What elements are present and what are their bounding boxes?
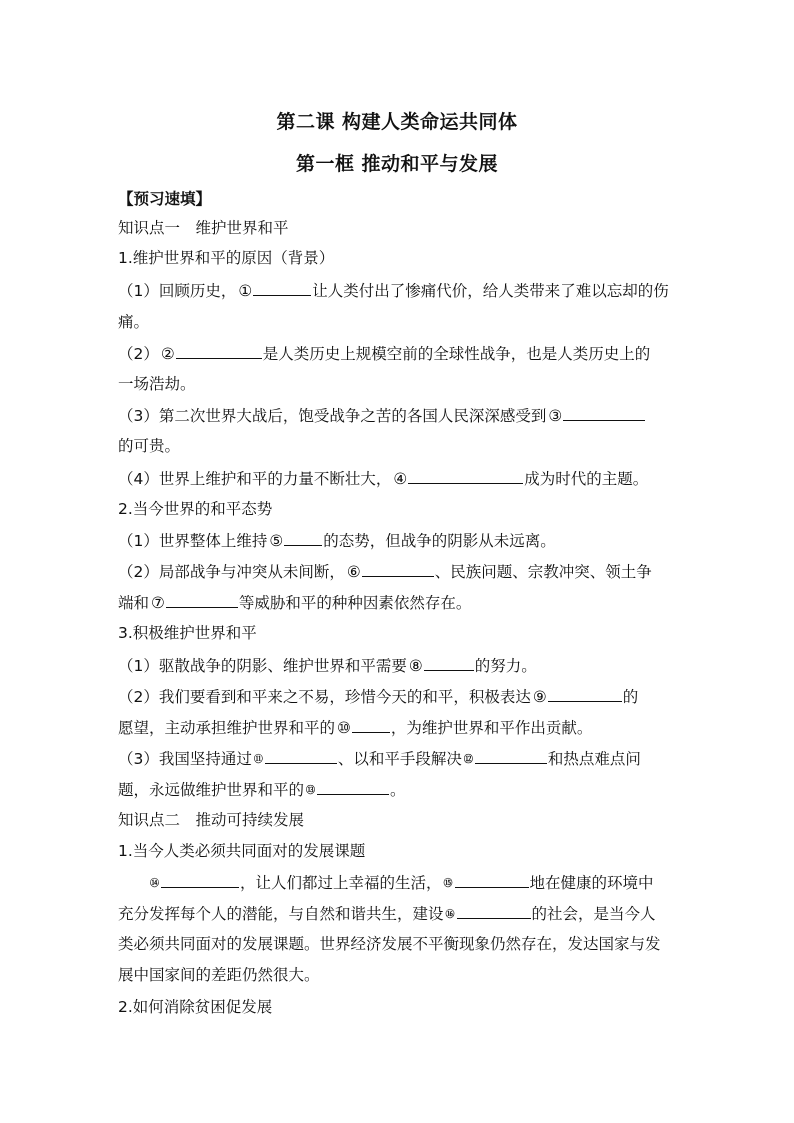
knowledge-point-1: 知识点一 维护世界和平 <box>118 219 289 237</box>
marker-14: ⑭ <box>150 879 159 889</box>
subheading-1: 1.维护世界和平的原因（背景） <box>118 249 335 267</box>
marker-4: ④ <box>393 470 408 488</box>
item-3-2: （2）我们要看到和平来之不易，珍惜今天的和平，积极表达 ⑨ 的 <box>118 688 639 706</box>
blank-8[interactable] <box>424 655 474 671</box>
para-1-line-4: 展中国家间的差距仍然很大。 <box>118 966 320 984</box>
blank-5[interactable] <box>284 530 322 546</box>
marker-9: ⑨ <box>532 688 547 706</box>
blank-15[interactable] <box>455 872 529 888</box>
marker-2: ② <box>160 345 175 363</box>
subheading-5: 2.如何消除贫困促发展 <box>118 998 273 1016</box>
marker-6: ⑥ <box>346 563 361 581</box>
item-1-2-cont: 一场浩劫。 <box>118 375 196 393</box>
blank-16[interactable] <box>457 903 531 919</box>
marker-10: ⑩ <box>337 719 351 737</box>
para-1-line-3: 类必须共同面对的发展课题。世界经济发展不平衡现象仍然存在，发达国家与发 <box>118 935 661 953</box>
blank-13[interactable] <box>317 779 389 795</box>
marker-13: ⑬ <box>306 786 315 796</box>
marker-11: ⑪ <box>253 755 262 765</box>
blank-9[interactable] <box>548 686 622 702</box>
item-3-3-cont: 题，永远做维护世界和平的 ⑬ 。 <box>118 781 406 799</box>
item-1-3-cont: 的可贵。 <box>118 437 181 455</box>
marker-16: ⑯ <box>445 910 454 920</box>
item-2-1: （1）世界整体上维持 ⑤ 的态势，但战争的阴影从未远离。 <box>118 532 556 550</box>
marker-5: ⑤ <box>269 532 284 550</box>
blank-4[interactable] <box>408 468 523 484</box>
item-2-2: （2）局部战争与冲突从未间断， ⑥ 、民族问题、宗教冲突、领土争 <box>118 563 652 581</box>
blank-10[interactable] <box>352 717 390 733</box>
item-1-2: （2） ② 是人类历史上规模空前的全球性战争，也是人类历史上的 <box>118 345 651 363</box>
item-1-3: （3）第二次世界大战后，饱受战争之苦的各国人民深深感受到 ③ <box>118 405 646 426</box>
para-1: ⑭ ，让人们都过上幸福的生活， ⑮ 地在健康的环境中 <box>150 874 654 892</box>
item-3-1: （1）驱散战争的阴影、维护世界和平需要 ⑧ 的努力。 <box>118 657 537 675</box>
blank-7[interactable] <box>166 592 238 608</box>
blank-11[interactable] <box>265 748 337 764</box>
marker-1: ① <box>238 282 253 300</box>
preview-heading: 【预习速填】 <box>118 190 212 208</box>
marker-8: ⑧ <box>408 657 423 675</box>
knowledge-point-2: 知识点二 推动可持续发展 <box>118 811 305 829</box>
marker-7: ⑦ <box>151 594 165 612</box>
item-3-3: （3）我国坚持通过 ⑪ 、以和平手段解决 ⑫ 和热点难点问 <box>118 750 641 768</box>
subheading-3: 3.积极维护世界和平 <box>118 624 257 642</box>
para-1-line-2: 充分发挥每个人的潜能，与自然和谐共生，建设 ⑯ 的社会，是当今人 <box>118 905 656 923</box>
item-2-2-cont: 端和 ⑦ 等威胁和平的种种因素依然存在。 <box>118 594 472 612</box>
marker-12: ⑫ <box>463 755 472 765</box>
item-1-1-cont: 痛。 <box>118 313 150 331</box>
blank-3[interactable] <box>563 405 645 421</box>
subheading-4: 1.当今人类必须共同面对的发展课题 <box>118 842 366 860</box>
blank-14[interactable] <box>161 872 239 888</box>
subheading-2: 2.当今世界的和平态势 <box>118 500 273 518</box>
blank-6[interactable] <box>362 561 434 577</box>
item-3-2-cont: 愿望，主动承担维护世界和平的 ⑩ ，为维护世界和平作出贡献。 <box>118 719 593 737</box>
item-1-1: （1）回顾历史， ① 让人类付出了惨痛代价，给人类带来了难以忘却的伤 <box>118 282 669 300</box>
section-subtitle: 第一框 推动和平与发展 <box>295 153 499 175</box>
blank-12[interactable] <box>475 748 547 764</box>
marker-3: ③ <box>548 407 563 425</box>
blank-2[interactable] <box>176 343 262 359</box>
marker-15: ⑮ <box>443 879 452 889</box>
blank-1[interactable] <box>253 280 311 296</box>
item-1-4: （4）世界上维护和平的力量不断壮大， ④ 成为时代的主题。 <box>118 470 649 488</box>
lesson-title: 第二课 构建人类命运共同体 <box>276 111 518 133</box>
